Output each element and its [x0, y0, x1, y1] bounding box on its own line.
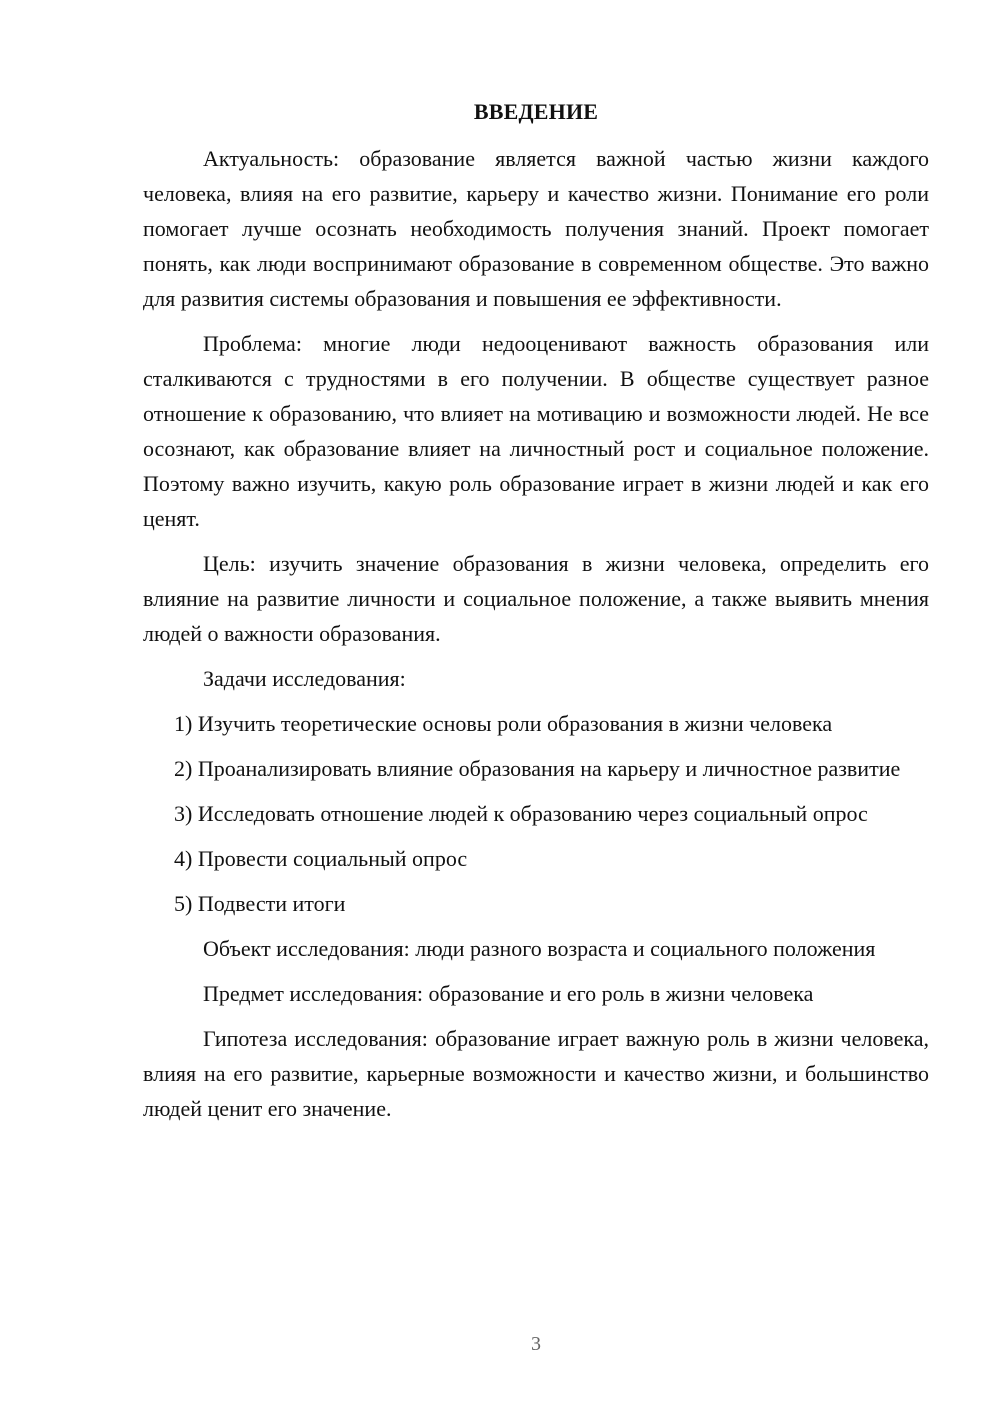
section-title: ВВЕДЕНИЕ [473, 99, 599, 124]
task-item: 3) Исследовать отношение людей к образованию через социальный опрос [174, 801, 868, 826]
paragraph-subject: Предмет исследования: образование и его роль в жизни человека [203, 981, 814, 1006]
page-content [143, 94, 929, 1136]
paragraph-relevance: Актуальность: образование является важной частью жизни каждого человека, влияя на его развитие, карьеру и качество жизни. Понимание его роли помогает лучше осознать необходимость получения знаний. Проект помогает понять, как люди воспринимают образование в современном обществе. Это важно для развития системы образования и повышения ее эффективности. [143, 146, 929, 311]
task-item: 2) Проанализировать влияние образования на карьеру и личностное развитие [174, 756, 901, 781]
task-item: 1) Изучить теоретические основы роли образования в жизни человека [174, 711, 833, 736]
tasks-heading: Задачи исследования: [203, 666, 406, 691]
task-item: 5) Подвести итоги [174, 891, 346, 916]
paragraph-object: Объект исследования: люди разного возраста и социального положения [203, 936, 876, 961]
tasks-list [143, 706, 929, 921]
task-item: 4) Провести социальный опрос [174, 846, 468, 871]
paragraph-hypothesis: Гипотеза исследования: образование играет важную роль в жизни человека, влияя на его развитие, карьерные возможности и качество жизни, и большинство людей ценит его значение. [143, 1026, 929, 1121]
paragraph-problem: Проблема: многие люди недооценивают важность образования или сталкиваются с трудностями в его получении. В обществе существует разное отношение к образованию, что влияет на мотивацию и возможности людей. Не все осознают, как образование влияет на личностный рост и социальное положение. Поэтому важно изучить, какую роль образование играет в жизни людей и как его ценят. [143, 331, 929, 531]
page-number: 3 [531, 1333, 541, 1355]
paragraph-goal: Цель: изучить значение образования в жизни человека, определить его влияние на развитие личности и социальное положение, а также выявить мнения людей о важности образования. [143, 551, 929, 646]
